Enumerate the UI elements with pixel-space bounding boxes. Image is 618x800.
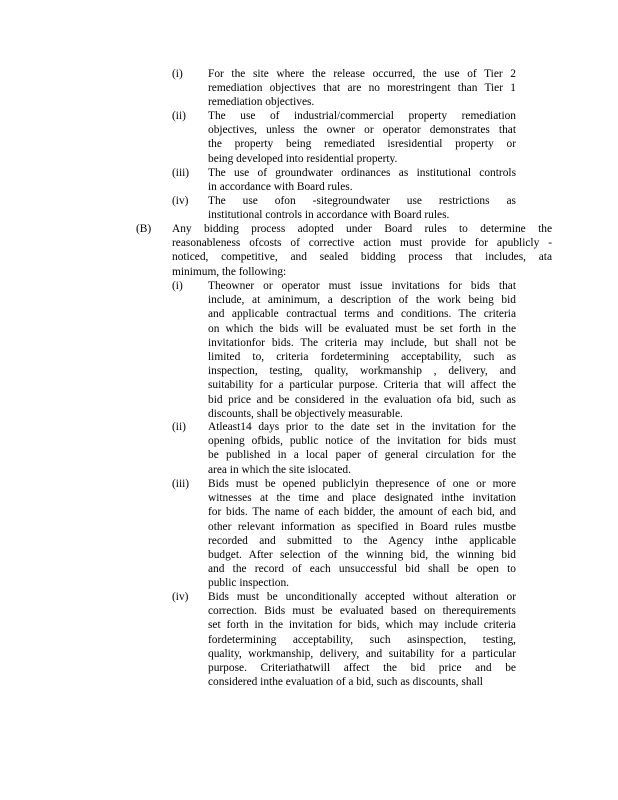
text-line: invitationfor bids. The criteria may include, but shall not be [208, 336, 516, 349]
text-line: purpose. Criteriathatwill affect the bid price and be [208, 662, 516, 675]
text-line: institutional controls in accordance with Board rules. [208, 209, 450, 222]
clause-label: (B) [136, 223, 152, 235]
text-line: remediation objectives that are no morestringent than Tier 1 [208, 82, 516, 95]
text-line: objectives, unless the owner or operator demonstrates that [208, 124, 516, 137]
clause-label: (ii) [172, 421, 186, 433]
text-line: limited to, criteria fordetermining acceptability, such as [208, 351, 516, 364]
clause-text [208, 166, 516, 194]
text-line: reasonableness ofcosts of corrective action must provide for apublicly - [172, 237, 552, 250]
text-line: The use ofon -sitegroundwater use restrictions as [208, 195, 516, 207]
text-line: Bids must be opened publiclyin thepresence of one or more [208, 478, 516, 490]
text-line: correction. Bids must be evaluated based on therequirements [208, 605, 516, 618]
text-line: quality, workmanship, delivery, and suitability for a particular [208, 647, 516, 660]
text-line: include, at aminimum, a description of the work being bid [208, 294, 516, 307]
text-line: For the site where the release occurred, the use of Tier 2 [208, 68, 516, 80]
text-line: opening ofbids, public notice of the invitation for bids must [208, 435, 516, 448]
text-line: other relevant information as specified in Board rules mustbe [208, 520, 516, 533]
clause-label: (iv) [172, 591, 189, 603]
text-line: The use of groundwater ordinances as institutional controls [208, 167, 516, 179]
clause-text [172, 222, 552, 279]
text-line: inspection, testing, quality, workmanship , delivery, and [208, 365, 516, 378]
text-line: Any bidding process adopted under Board rules to determine the [172, 223, 552, 235]
text-line: and the record of each unsuccessful bid shall be open to [208, 563, 516, 576]
text-line: in accordance with Board rules. [208, 181, 353, 194]
text-line: noticed, competitive, and sealed bidding process that includes, ata [172, 251, 552, 264]
clause-text [208, 420, 516, 477]
clause-label: (iv) [172, 195, 189, 207]
text-line: being developed into residential property. [208, 152, 398, 165]
text-line: suitability for a particular purpose. Criteria that will affect the [208, 379, 516, 392]
text-line: be published in a local paper of general circulation for the [208, 449, 516, 462]
clause-label: (ii) [172, 110, 186, 122]
text-line: on which the bids will be evaluated must be set forth in the [208, 322, 516, 335]
text-line: recorded and submitted to the Agency inthe applicable [208, 534, 516, 547]
text-line: minimum, the following: [172, 265, 287, 278]
text-line: discounts, shall be objectively measurable. [208, 407, 403, 420]
clause-label: (iii) [172, 167, 190, 179]
text-line: witnesses at the time and place designated inthe invitation [208, 492, 516, 505]
text-line: Theowner or operator must issue invitations for bids that [208, 280, 516, 292]
text-line: The use of industrial/commercial property remediation [208, 110, 516, 122]
text-line: budget. After selection of the winning bid, the winning bid [208, 549, 516, 562]
text-line: Bids must be unconditionally accepted without alteration or [208, 591, 516, 603]
text-line: the property being remediated isresidential property or [208, 138, 516, 151]
text-line: for bids. The name of each bidder, the amount of each bid, and [208, 506, 516, 519]
text-line: considered inthe evaluation of a bid, such as discounts, shall [208, 676, 483, 689]
clause-text [208, 477, 516, 591]
text-line: set forth in the invitation for bids, which may include criteria [208, 619, 516, 632]
text-line: fordetermining acceptability, such asinspection, testing, [208, 633, 516, 646]
text-line: bid price and be considered in the evaluation ofa bid, such as [208, 393, 516, 406]
text-line: and applicable contractual terms and conditions. The criteria [208, 308, 516, 321]
clause-text [208, 279, 516, 421]
clause-text [208, 67, 516, 110]
clause-label: (iii) [172, 478, 190, 490]
clause-text [208, 109, 516, 166]
text-line: public inspection. [208, 577, 289, 590]
clause-text [208, 194, 516, 222]
clause-label: (i) [172, 68, 183, 80]
text-line: Atleast14 days prior to the date set in the invitation for the [208, 421, 516, 433]
clause-text [208, 590, 516, 689]
clause-label: (i) [172, 280, 183, 292]
text-line: area in which the site islocated. [208, 463, 351, 476]
text-line: remediation objectives. [208, 96, 315, 109]
